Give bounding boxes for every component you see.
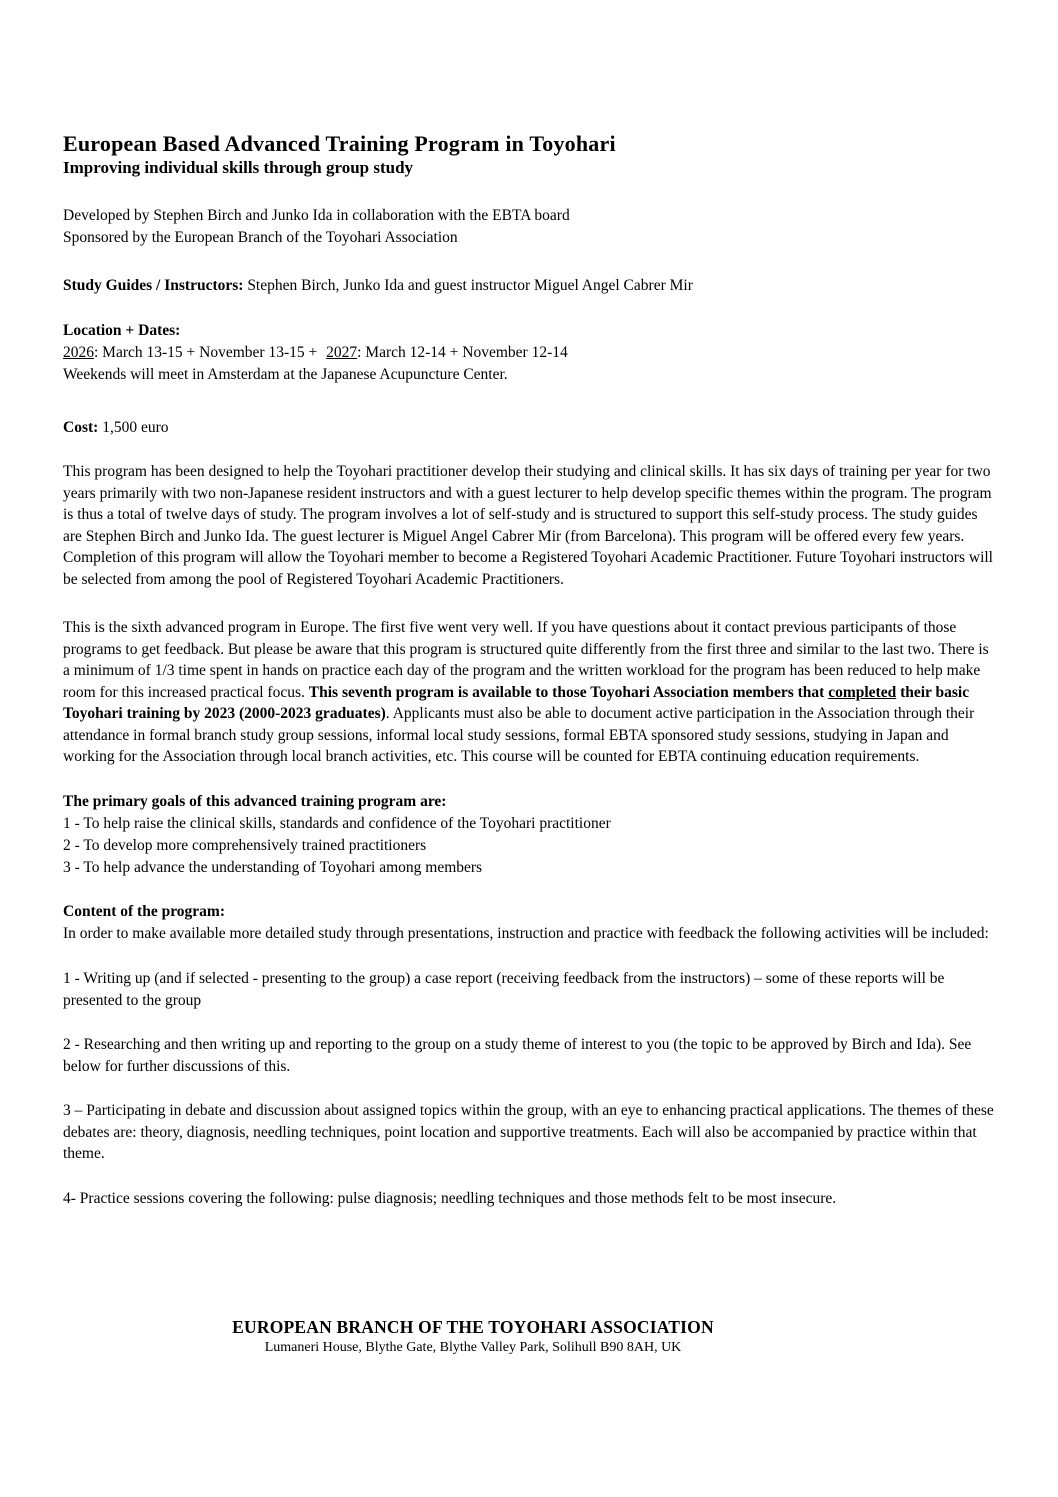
goals-section xyxy=(63,791,995,879)
content-intro: In order to make available more detailed study through presentations, instruction and practice with feedback the following activities will be included: xyxy=(63,924,989,942)
cost-label: Cost: xyxy=(63,419,99,436)
eligibility-bold-2: their basic Toyohari training by 2023 (2000-2023 graduates) xyxy=(63,683,970,722)
cost-value: 1,500 euro xyxy=(98,419,169,436)
activity-item-3: 3 – Participating in debate and discussion about assigned topics within the group, with an eye to enhancing practical applications. The themes of these debates are: theory, diagnosis, needling techniques, point location and supportive treatments. Each will also be accompanied by practice within that theme. xyxy=(63,1102,994,1162)
year-2026: 2026 xyxy=(63,344,94,361)
program-history-paragraph xyxy=(63,617,995,768)
year-2027: 2027 xyxy=(326,344,358,361)
eligibility-completed-word: completed xyxy=(828,683,897,701)
content-section xyxy=(63,901,995,945)
location-dates-heading: Location + Dates: xyxy=(63,322,181,339)
location-dates-section xyxy=(63,320,995,386)
dates-2027: : March 12-14 + November 12-14 xyxy=(357,344,568,361)
goals-heading: The primary goals of this advanced training program are: xyxy=(63,792,447,810)
goal-item-2: 2 - To develop more comprehensively trained practitioners xyxy=(63,836,427,854)
goal-item-1: 1 - To help raise the clinical skills, standards and confidence of the Toyohari practitioner xyxy=(63,814,611,832)
content-heading: Content of the program: xyxy=(63,902,226,920)
program-description-paragraph: This program has been designed to help the Toyohari practitioner develop their studying and clinical skills. It has six days of training per year for two years primarily with two non-Japanese resident instructors and with a guest lecturer to help develop specific themes within the program. The program is thus a total of twelve days of study. The program involves a lot of self-study and is structured to support this self-study process. The study guides are Stephen Birch and Junko Ida. The guest lecturer is Miguel Angel Cabrer Mir (from Barcelona). This program will be offered every few years. Completion of this program will allow the Toyohari member to become a Registered Toyohari Academic Practitioner. Future Toyohari instructors will be selected from among the pool of Registered Toyohari Academic Practitioners. xyxy=(63,463,993,588)
developed-by-line: Developed by Stephen Birch and Junko Ida in collaboration with the EBTA board xyxy=(63,207,570,224)
history-text-2: . Applicants must also be able to document active participation in the Association through their attendance in formal branch study group sessions, informal local study sessions, formal EBTA sponsored study sessions, studying in Japan and working for the Association through local branch activities, etc. This course will be counted for EBTA continuing education requirements. xyxy=(63,705,975,765)
document-subtitle: Improving individual skills through group study xyxy=(63,158,414,177)
eligibility-bold-1: This seventh program is available to those Toyohari Association members that xyxy=(308,683,829,701)
document-title: European Based Advanced Training Program in Toyohari xyxy=(63,131,616,156)
goal-item-3: 3 - To help advance the understanding of Toyohari among members xyxy=(63,858,483,876)
activity-item-4: 4- Practice sessions covering the following: pulse diagnosis; needling techniques and those methods felt to be most insecure. xyxy=(63,1189,837,1207)
sponsored-by-line: Sponsored by the European Branch of the Toyohari Association xyxy=(63,229,458,246)
cost-line xyxy=(63,417,995,439)
dates-line xyxy=(63,342,995,364)
dates-2026: : March 13-15 + November 13-15 + xyxy=(94,344,322,361)
history-text-1: This is the sixth advanced program in Europe. The first five went very well. If you have questions about it contact previous participants of those programs to get feedback. But please be aware that this program is structured quite differently from the first three and similar to the last two. There is a minimum of 1/3 time spent in hands on practice each day of the program and the written workload for the program has been reduced to help make room for this increased practical focus. xyxy=(63,619,989,701)
study-guides-label: Study Guides / Instructors: xyxy=(63,277,244,294)
venue-line: Weekends will meet in Amsterdam at the Japanese Acupuncture Center. xyxy=(63,366,508,383)
study-guides-text: Stephen Birch, Junko Ida and guest instructor Miguel Angel Cabrer Mir xyxy=(243,277,693,294)
footer-address: Lumaneri House, Blythe Gate, Blythe Valley Park, Solihull B90 8AH, UK xyxy=(264,1340,682,1355)
page-footer xyxy=(63,1316,883,1358)
study-guides-line xyxy=(63,275,995,297)
activity-item-2: 2 - Researching and then writing up and reporting to the group on a study theme of interest to you (the topic to be approved by Birch and Ida). See below for further discussions of this. xyxy=(63,1036,972,1075)
activity-item-1: 1 - Writing up (and if selected - presenting to the group) a case report (receiving feedback from the instructors) – some of these reports will be presented to the group xyxy=(63,970,945,1009)
footer-organization: EUROPEAN BRANCH OF THE TOYOHARI ASSOCIATION xyxy=(232,1317,714,1337)
